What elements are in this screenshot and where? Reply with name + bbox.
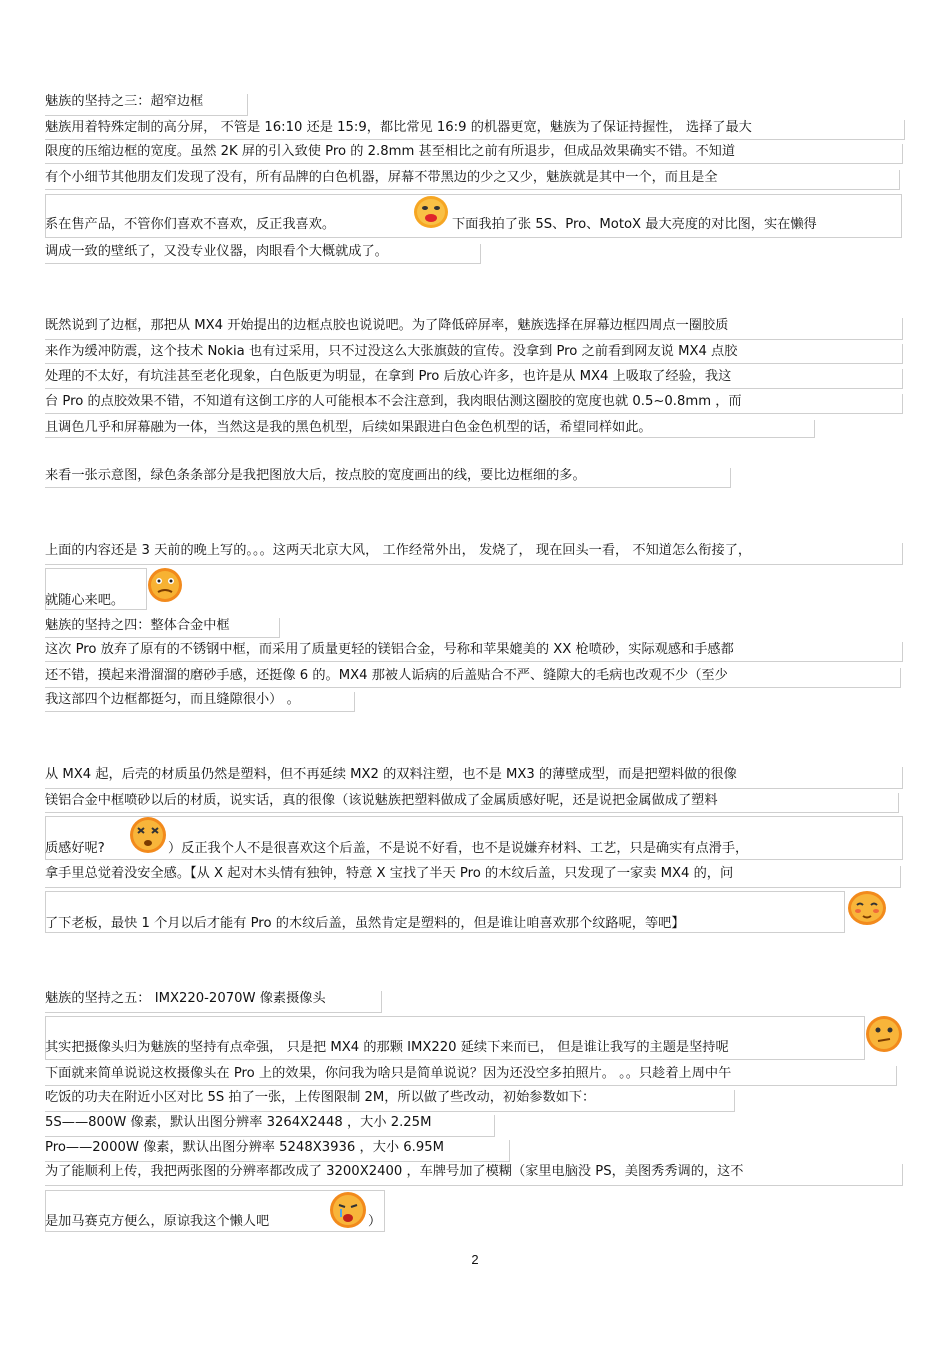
paragraph-line: 台 Pro 的点胶效果不错，不知道有这倒工序的人可能根本不会注意到，我肉眼估测这圈胶的宽度也就 0.5~0.8mm ，而 <box>45 394 903 414</box>
paragraph-line: 镁铝合金中框喷砂以后的材质，说实话，真的很像（该说魅族把塑料做成了金属质感好呢，还是说把金属做成了塑料 <box>45 793 899 813</box>
paragraph-line: ）反正我个人不是很喜欢这个后盖，不是说不好看，也不是说嫌弃材料、工艺，只是确实有点滑手， <box>168 841 749 856</box>
paragraph-line: 是加马赛克方便么，原谅我这个懒人吧 <box>45 1214 270 1229</box>
paragraph-line: 其实把摄像头归为魅族的坚持有点牵强， 只是把 MX4 的那颗 IMX220 延续下来而已， 但是谁让我写的主题是坚持呢 <box>45 1040 729 1055</box>
paragraph-line: 调成一致的壁纸了，又没专业仪器，肉眼看个大概就成了。 <box>45 244 481 264</box>
section-heading-5: 魅族的坚持之五： IMX220-2070W 像素摄像头 <box>45 991 382 1013</box>
kiss-face-icon <box>412 194 450 234</box>
shy-face-icon <box>846 889 888 931</box>
page-number: 2 <box>471 1252 479 1267</box>
paragraph-line: 下面就来简单说说这枚摄像头在 Pro 上的效果，你问我为啥只是简单说说？因为还没空多拍照片。 。。只趁着上周中午 <box>45 1066 897 1086</box>
paragraph-line: 系在售产品，不管你们喜欢不喜欢，反正我喜欢。 <box>45 217 336 232</box>
paragraph-line: 有个小细节其他朋友们发现了没有，所有品牌的白色机器，屏幕不带黑边的少之又少，魅族就是其中一个，而且是全 <box>45 170 900 190</box>
thinking-face-icon <box>864 1014 904 1058</box>
paragraph-line: 下面我拍了张 5S、Pro、MotoX 最大亮度的对比图，实在懒得 <box>452 217 817 232</box>
section-heading-3: 魅族的坚持之三：超窄边框 <box>45 94 248 116</box>
paragraph-line: 还不错，摸起来滑溜溜的磨砂手感，还挺像 6 的。MX4 那被人诟病的后盖贴合不严、缝隙大的毛病也改观不少（至少 <box>45 668 901 688</box>
paragraph-line: 魅族用着特殊定制的高分屏， 不管是 16:10 还是 15:9，都比常见 16:9 的机器更宽，魅族为了保证持握性， 选择了最大 <box>45 120 905 140</box>
paragraph-line: 上面的内容还是 3 天前的晚上写的。。。这两天北京大风， 工作经常外出， 发烧了， 现在回头一看， 不知道怎么衔接了， <box>45 543 903 565</box>
paragraph-line: 既然说到了边框，那把从 MX4 开始提出的边框点胶也说说吧。为了降低碎屏率，魅族选择在屏幕边框四周点一圈胶质 <box>45 318 903 340</box>
paragraph-line: 限度的压缩边框的宽度。虽然 2K 屏的引入致使 Pro 的 2.8mm 甚至相比之前有所退步，但成品效果确实不错。不知道 <box>45 144 903 164</box>
paragraph-line: 吃饭的功夫在附近小区对比 5S 拍了一张，上传图限制 2M，所以做了些改动，初始参数如下： <box>45 1090 735 1112</box>
spec-line-5s: 5S——800W 像素，默认出图分辨率 3264X2448 ，大小 2.25M <box>45 1115 495 1137</box>
paragraph-line: 了下老板，最快 1 个月以后才能有 Pro 的木纹后盖，虽然肯定是塑料的，但是谁让咱喜欢那个纹路呢，等吧】 <box>45 916 685 931</box>
paragraph-line: 这次 Pro 放弃了原有的不锈钢中框，而采用了质量更轻的镁铝合金，号称和苹果媲美的 XX 枪喷砂，实际观感和手感都 <box>45 642 903 662</box>
paragraph-line: ） <box>368 1214 382 1229</box>
paragraph-line: 处理的不太好，有坑洼甚至老化现象，白色版更为明显，在拿到 Pro 后放心许多，也许是从 MX4 上吸取了经验，我这 <box>45 369 903 389</box>
paragraph-line: 质感好呢? <box>45 841 105 856</box>
paragraph-line: 从 MX4 起，后壳的材质虽仍然是塑料，但不再延续 MX2 的双料注塑，也不是 MX3 的薄壁成型，而是把塑料做的很像 <box>45 767 903 789</box>
paragraph-line: 我这部四个边框都挺匀，而且缝隙很小） 。 <box>45 692 355 712</box>
spec-line-pro: Pro——2000W 像素，默认出图分辨率 5248X3936 ，大小 6.95M <box>45 1140 510 1162</box>
paragraph-line: 来看一张示意图，绿色条条部分是我把图放大后，按点胶的宽度画出的线，要比边框细的多。 <box>45 468 731 488</box>
paragraph-line: 拿手里总觉着没安全感。【从 X 起对木头情有独钟，特意 X 宝找了半天 Pro 的木纹后盖，只发现了一家卖 MX4 的，问 <box>45 866 901 888</box>
sweat-face-icon <box>146 566 184 608</box>
section-heading-4: 魅族的坚持之四：整体合金中框 <box>45 618 280 638</box>
dizzy-face-icon <box>128 815 168 859</box>
paragraph-line: 为了能顺利上传，我把两张图的分辨率都改成了 3200X2400 ，车牌号加了模糊（家里电脑没 PS，美图秀秀调的，这不 <box>45 1164 903 1186</box>
crying-face-icon <box>328 1190 368 1234</box>
paragraph-line: 且调色几乎和屏幕融为一体，当然这是我的黑色机型，后续如果跟进白色金色机型的话，希望同样如此。 <box>45 420 815 438</box>
paragraph-line: 就随心来吧。 <box>45 593 125 608</box>
paragraph-line: 来作为缓冲防震，这个技术 Nokia 也有过采用，只不过没这么大张旗鼓的宣传。没拿到 Pro 之前看到网友说 MX4 点胶 <box>45 344 903 364</box>
